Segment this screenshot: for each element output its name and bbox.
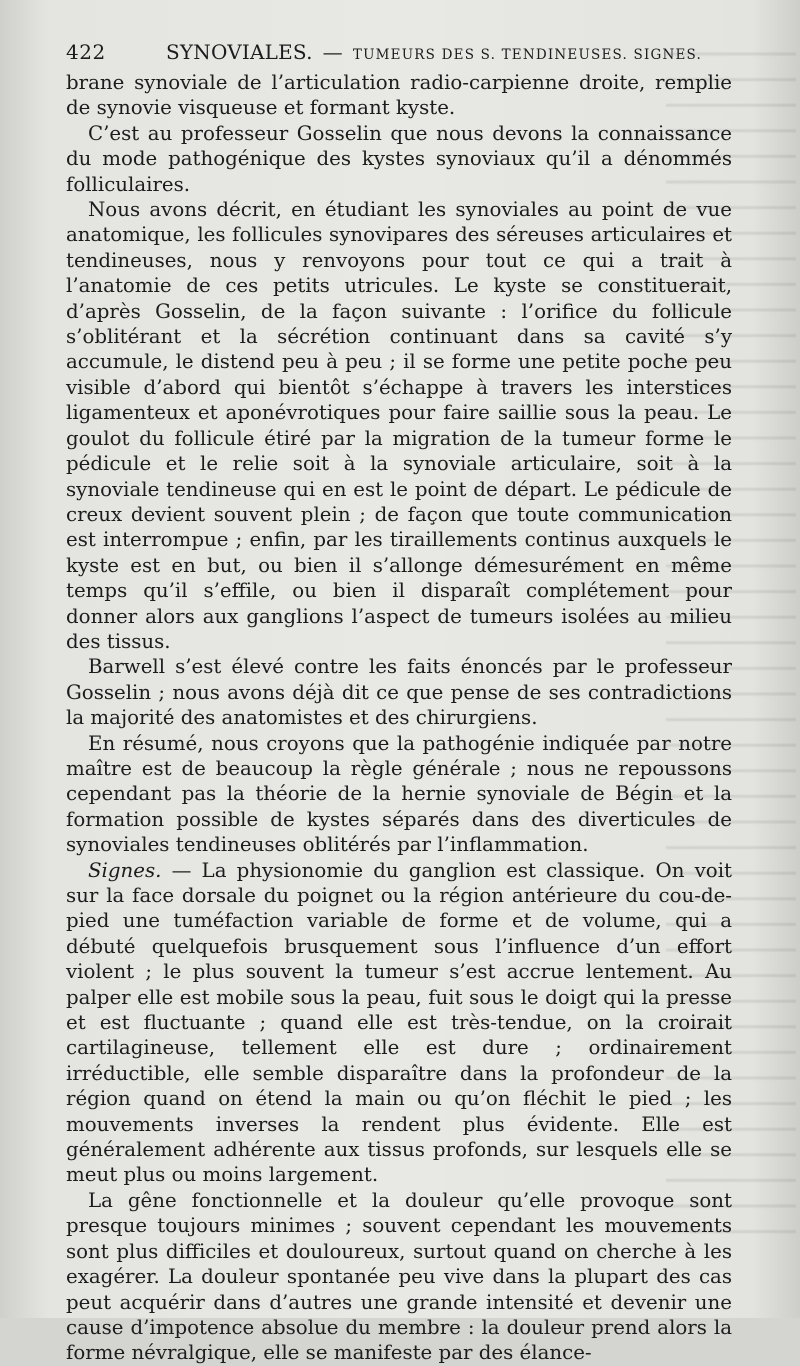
paragraph-text: brane synoviale de l’articulation radio-carpienne droite, remplie de synovie visqueuse et formant kyste. [66,71,732,120]
running-title: SYNOVIALES. [166,40,313,64]
paragraph-text: Nous avons décrit, en étudiant les synoviales au point de vue anatomique, les follicules synovipares des séreuses articulaires et tendineuses, nous y renvoyons pour tout ce qui a trait à l’anatomie de ces petits utricules. Le kyste se constituerait, d’après Gosselin, de la façon suivante : l’orifice du follicule s’oblitérant et la sécrétion continuant dans sa cavité s’y accumule, le distend peu à peu ; il se forme une petite poche peu visible d’abord qui bientôt s’échappe à travers les interstices ligamenteux et aponévrotiques pour faire saillie sous la peau. Le goulot du follicule étiré par la migration de la tumeur forme le pédicule et le relie soit à la synoviale articulaire, soit à la synoviale tendineuse qui en est le point de départ. Le pédicule de creux devient souvent plein ; de façon que toute communication est interrompue ; enfin, par les tiraillements continus auxquels le kyste est en but, ou bien il s’allonge démesurément en même temps qu’il s’effile, ou bien il disparaît complétement pour donner alors aux ganglions l’aspect de tumeurs isolées au milieu des tissus. [66,198,732,653]
paragraph-text: En résumé, nous croyons que la pathogénie indiquée par notre maître est de beaucoup la règle générale ; nous ne repoussons cependant pas la théorie de la hernie synoviale de Bégin et la formation possible de kystes séparés dans des diverticules de synoviales tendineuses oblitérés par l’inflammation. [66,731,732,857]
section-lead-signes: Signes. [88,858,162,882]
paragraph-text: — La physionomie du ganglion est classique. On voit sur la face dorsale du poignet ou la région antérieure du cou-de-pied une tuméfaction variable de forme et de volume, qui a débuté quelquefois brusquement sous l’influence d’un effort violent ; le plus souvent la tumeur s’est accrue lentement. Au palper elle est mobile sous la peau, fuit sous le doigt qui la presse et est fluctuante ; quand elle est très-tendue, on la croirait cartilagineuse, tellement elle est dure ; ordinairement irréductible, elle semble disparaître dans la profondeur de la région quand on étend la main ou qu’on fléchit le pied ; les mouvements inverses la rendent plus évidente. Elle est généralement adhérente aux tissus profonds, sur lesquels elle se meut plus ou moins largement. [66,858,732,1187]
paragraph-pain [66,1188,732,1366]
running-head [166,40,702,64]
paragraph-text: Barwell s’est élevé contre les faits énoncés par le professeur Gosselin ; nous avons déjà dit ce que pense de ses contradictions la majorité des anatomistes et des chirurgiens. [66,655,732,730]
paragraph-follicle-mechanism [66,197,732,654]
paragraph-summary [66,731,732,858]
paragraph-text: C’est au professeur Gosselin que nous devons la connaissance du mode pathogénique des kystes synoviaux qu’il a dénommés folliculaires. [66,121,732,196]
page-number: 422 [66,40,106,64]
paragraph-gosselin-intro [66,121,732,197]
paragraph-text: La gêne fonctionnelle et la douleur qu’elle provoque sont presque toujours minimes ; souvent cependant les mouvements sont plus difficiles et douloureux, surtout quand on cherche à les exagérer. La douleur spontanée peu vive dans la plupart des cas peut acquérir dans d’autres une grande intensité et devenir une cause d’impotence absolue du membre : la douleur prend alors la forme névralgique, elle se manifeste par des élance- [66,1188,732,1365]
running-subtitle: TUMEURS DES S. TENDINEUSES. SIGNES. [352,47,702,63]
running-header [66,40,732,70]
page-text-column [66,40,732,1366]
paragraph-signs [66,858,732,1188]
paragraph-continuation [66,70,732,121]
running-head-separator: — [322,40,343,64]
paragraph-barwell [66,654,732,730]
